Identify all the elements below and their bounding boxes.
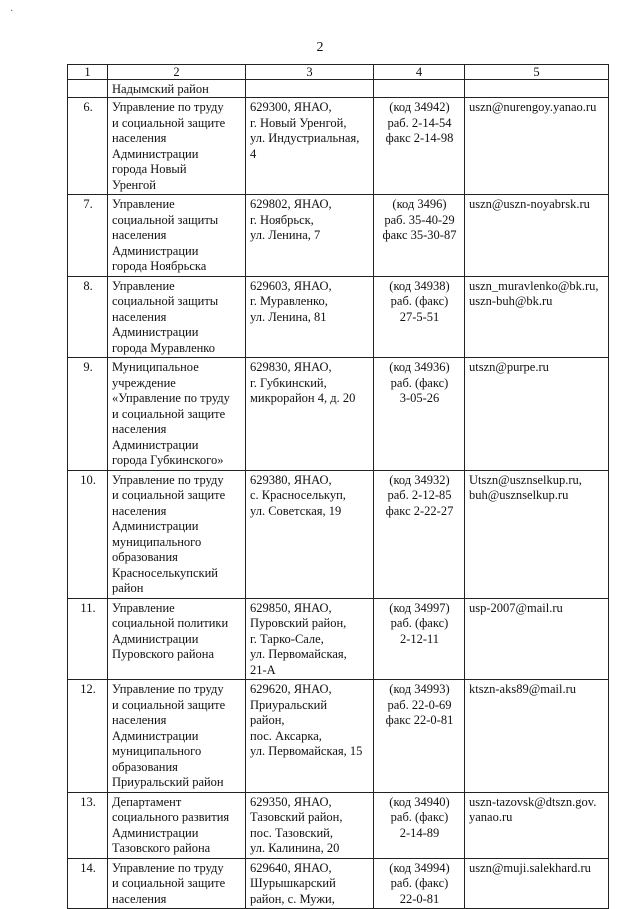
agency-address-line: Тазовский район, <box>250 810 343 824</box>
agency-name-line: и социальной защите <box>112 406 226 421</box>
agency-name-line: Управление <box>112 278 175 293</box>
row-number: 10. <box>68 470 108 598</box>
table-row <box>68 470 609 598</box>
column-header: 5 <box>465 65 609 80</box>
agency-phone-line: раб. (факс) <box>390 876 449 890</box>
scan-corner-mark: · <box>10 6 14 17</box>
agency-name-line: социальной защиты <box>112 294 219 308</box>
agency-address-line: пос. Тазовский, <box>250 825 333 840</box>
agency-address-line: район, с. Мужи, <box>250 891 335 906</box>
row-number: 12. <box>68 680 108 793</box>
agency-name-line: социальной защиты <box>112 212 219 227</box>
agency-name-line: населения <box>112 422 167 436</box>
table-row <box>68 858 609 909</box>
agency-name-line: образования <box>112 759 178 774</box>
agency-email <box>465 598 609 680</box>
agency-name-line: Уренгой <box>112 177 156 192</box>
agency-name-line: населения <box>112 503 167 518</box>
row-number: 7. <box>68 195 108 277</box>
agency-address <box>246 680 374 793</box>
agency-name-line: населения <box>112 309 167 324</box>
table-row <box>68 98 609 195</box>
agency-phone-line: 2-12-11 <box>399 631 440 646</box>
agency-phone-line: раб. (факс) <box>390 294 449 308</box>
agency-phone <box>374 98 465 195</box>
agency-address-line: район, <box>250 713 285 727</box>
agency-phone-line: 27-5-51 <box>399 309 440 324</box>
agency-address-line: г. Ноябрьск, <box>250 212 314 227</box>
agency-address-line: 4 <box>250 146 257 161</box>
region-row <box>68 80 609 98</box>
agency-name-line: образования <box>112 550 178 564</box>
agency-name-line: Управление <box>112 197 175 211</box>
agency-name-line: Администрации <box>112 437 199 452</box>
agency-email-line: ktszn-aks89@mail.ru <box>469 682 576 696</box>
column-header: 3 <box>246 65 374 80</box>
agency-address-line: 629850, ЯНАО, <box>250 600 332 615</box>
agency-phone-line: (код 3496) <box>392 197 447 211</box>
agency-name-line: города Новый <box>112 162 187 176</box>
agency-name <box>108 792 246 858</box>
agency-name-line: и социальной защите <box>112 697 226 712</box>
column-header: 2 <box>108 65 246 80</box>
agency-name-line: Администрации <box>112 728 199 743</box>
agency-email-line: utszn@purpe.ru <box>469 360 549 374</box>
agency-name <box>108 598 246 680</box>
agency-phone-line: (код 34997) <box>389 600 450 615</box>
row-number: 13. <box>68 792 108 858</box>
agency-address-line: Пуровский район, <box>250 616 347 630</box>
page-number: 2 <box>316 40 324 55</box>
agency-address <box>246 792 374 858</box>
agency-email-line: yanao.ru <box>469 810 513 824</box>
agency-address-line: Шурышкарский <box>250 876 336 890</box>
agency-email-line: uszn@nurengoy.yanao.ru <box>469 100 597 114</box>
agency-address-line: ул. Советская, 19 <box>250 503 342 518</box>
row-number: 9. <box>68 358 108 471</box>
agency-email-line: buh@usznselkup.ru <box>469 488 569 502</box>
agency-phone-line: раб. (факс) <box>390 616 449 630</box>
agency-email <box>465 276 609 358</box>
agency-name-line: Пуровского района <box>112 647 215 661</box>
agency-address <box>246 98 374 195</box>
agency-address-line: г. Новый Уренгой, <box>250 115 347 130</box>
agency-email-line: uszn_muravlenko@bk.ru, <box>469 278 599 293</box>
agency-name-line: Управление по труду <box>112 100 224 114</box>
agency-address-line: 629300, ЯНАО, <box>250 100 332 114</box>
agency-address <box>246 858 374 909</box>
agency-phone-line: раб. 2-12-85 <box>387 488 452 502</box>
table-row <box>68 792 609 858</box>
agency-address-line: г. Муравленко, <box>250 294 328 308</box>
agency-name-line: муниципального <box>112 534 202 549</box>
agency-email <box>465 792 609 858</box>
table-row <box>68 195 609 277</box>
agency-address-line: Приуральский <box>250 697 328 712</box>
table-row <box>68 680 609 793</box>
agency-phone-line: раб. 22-0-69 <box>387 697 452 712</box>
agency-email-line: uszn-buh@bk.ru <box>469 294 553 308</box>
agency-phone <box>374 680 465 793</box>
agency-name-line: Администрации <box>112 825 199 840</box>
agency-phone-line: (код 34942) <box>389 100 450 114</box>
agency-address-line: с. Красноселькуп, <box>250 488 346 502</box>
agency-phone-line: (код 34994) <box>389 860 450 875</box>
agency-phone-line: раб. 2-14-54 <box>387 115 452 130</box>
agency-name-line: Администрации <box>112 631 199 646</box>
agency-address-line: г. Тарко-Сале, <box>250 631 324 646</box>
agency-phone-line: факс 2-14-98 <box>385 131 454 145</box>
agency-name-line: города Муравленко <box>112 340 215 355</box>
agency-name-line: населения <box>112 228 167 242</box>
agency-phone-line: 2-14-89 <box>399 825 440 840</box>
agency-name-line: социальной политики <box>112 616 229 630</box>
agency-phone <box>374 276 465 358</box>
agency-phone <box>374 195 465 277</box>
agency-address-line: г. Губкинский, <box>250 375 327 390</box>
agency-name <box>108 470 246 598</box>
agency-name-line: район <box>112 581 144 595</box>
agency-phone-line: раб. (факс) <box>390 375 449 390</box>
table-row <box>68 358 609 471</box>
region-label: Надымский район <box>108 80 246 98</box>
agency-address <box>246 470 374 598</box>
row-number: 8. <box>68 276 108 358</box>
agency-phone-line: (код 34932) <box>389 472 450 487</box>
agency-name <box>108 858 246 909</box>
agency-address <box>246 276 374 358</box>
agency-email <box>465 195 609 277</box>
agency-address-line: ул. Индустриальная, <box>250 131 360 145</box>
agency-address <box>246 598 374 680</box>
agency-email-line: uszn@muji.salekhard.ru <box>469 860 591 875</box>
agency-name-line: Управление по труду <box>112 860 224 875</box>
agency-name-line: социального развития <box>112 810 230 824</box>
agency-phone-line: (код 34938) <box>389 278 450 293</box>
agency-name-line: города Ноябрьска <box>112 259 207 273</box>
agency-phone-line: раб. 35-40-29 <box>384 212 455 227</box>
row-number: 11. <box>68 598 108 680</box>
agency-phone-line: раб. (факс) <box>390 810 449 824</box>
table-row <box>68 276 609 358</box>
agency-name-line: и социальной защите <box>112 488 226 502</box>
agency-phone <box>374 358 465 471</box>
agency-name-line: Муниципальное <box>112 360 199 374</box>
agency-address-line: пос. Аксарка, <box>250 728 322 743</box>
column-header: 1 <box>68 65 108 80</box>
agency-name-line: и социальной защите <box>112 876 226 890</box>
agency-email <box>465 680 609 793</box>
agency-name-line: города Губкинского» <box>112 453 224 467</box>
agency-address-line: ул. Калинина, 20 <box>250 841 340 855</box>
row-number: 14. <box>68 858 108 909</box>
agency-address-line: ул. Ленина, 7 <box>250 228 321 242</box>
agency-email-line: uszn@uszn-noyabrsk.ru <box>469 197 590 211</box>
agency-address-line: 21-А <box>250 662 276 677</box>
agency-name-line: Администрации <box>112 325 199 339</box>
agency-address-line: 629830, ЯНАО, <box>250 360 332 374</box>
agency-name-line: и социальной защите <box>112 115 226 130</box>
agency-name-line: муниципального <box>112 744 202 758</box>
agency-name <box>108 358 246 471</box>
agency-address-line: ул. Первомайская, <box>250 647 347 661</box>
agency-email <box>465 858 609 909</box>
agency-email <box>465 470 609 598</box>
agency-name-line: населения <box>112 891 167 906</box>
agency-address-line: 629640, ЯНАО, <box>250 860 332 875</box>
agency-name-line: Администрации <box>112 243 199 258</box>
agency-phone <box>374 470 465 598</box>
agency-phone-line: факс 2-22-27 <box>385 503 454 518</box>
agency-name-line: Управление по труду <box>112 472 224 487</box>
agency-address-line: ул. Первомайская, 15 <box>250 744 363 758</box>
agency-address-line: микрорайон 4, д. 20 <box>250 391 356 405</box>
agency-email <box>465 358 609 471</box>
table-row <box>68 598 609 680</box>
agency-name-line: учреждение <box>112 375 176 390</box>
agency-phone-line: 22-0-81 <box>399 891 440 906</box>
agency-email-line: uszn-tazovsk@dtszn.gov. <box>469 794 597 809</box>
agency-name-line: населения <box>112 713 167 727</box>
agency-name <box>108 195 246 277</box>
row-number: 6. <box>68 98 108 195</box>
agency-address <box>246 195 374 277</box>
agency-name <box>108 680 246 793</box>
agency-phone-line: (код 34936) <box>389 360 450 374</box>
agency-name-line: Красноселькупский <box>112 565 218 580</box>
agency-phone <box>374 792 465 858</box>
table-header-row <box>68 65 609 80</box>
agency-phone-line: (код 34993) <box>389 682 450 696</box>
agency-address-line: 629603, ЯНАО, <box>250 278 332 293</box>
agency-name <box>108 276 246 358</box>
agency-name-line: Приуральский район <box>112 775 224 789</box>
agency-email-line: Utszn@usznselkup.ru, <box>469 472 582 487</box>
agency-name <box>108 98 246 195</box>
agency-phone <box>374 858 465 909</box>
agency-phone-line: факс 35-30-87 <box>382 228 457 242</box>
agency-address-line: 629802, ЯНАО, <box>250 197 332 211</box>
agency-name-line: Управление <box>112 600 175 615</box>
agency-phone <box>374 598 465 680</box>
agency-name-line: «Управление по труду <box>112 391 230 405</box>
agency-name-line: Администрации <box>112 519 199 533</box>
agency-name-line: населения <box>112 131 167 145</box>
column-header: 4 <box>374 65 465 80</box>
agency-email <box>465 98 609 195</box>
agencies-table <box>67 64 609 909</box>
agency-email-line: usp-2007@mail.ru <box>469 600 563 615</box>
agency-address-line: ул. Ленина, 81 <box>250 309 327 324</box>
agency-name-line: Тазовского района <box>112 841 211 855</box>
agency-address-line: 629350, ЯНАО, <box>250 794 332 809</box>
agency-address-line: 629620, ЯНАО, <box>250 682 332 696</box>
agency-name-line: Администрации <box>112 146 199 161</box>
agency-phone-line: (код 34940) <box>389 794 450 809</box>
agency-name-line: Департамент <box>112 794 182 809</box>
agency-name-line: Управление по труду <box>112 682 224 696</box>
agency-phone-line: 3-05-26 <box>399 391 440 405</box>
agency-address <box>246 358 374 471</box>
agency-address-line: 629380, ЯНАО, <box>250 472 332 487</box>
agency-phone-line: факс 22-0-81 <box>385 713 454 727</box>
